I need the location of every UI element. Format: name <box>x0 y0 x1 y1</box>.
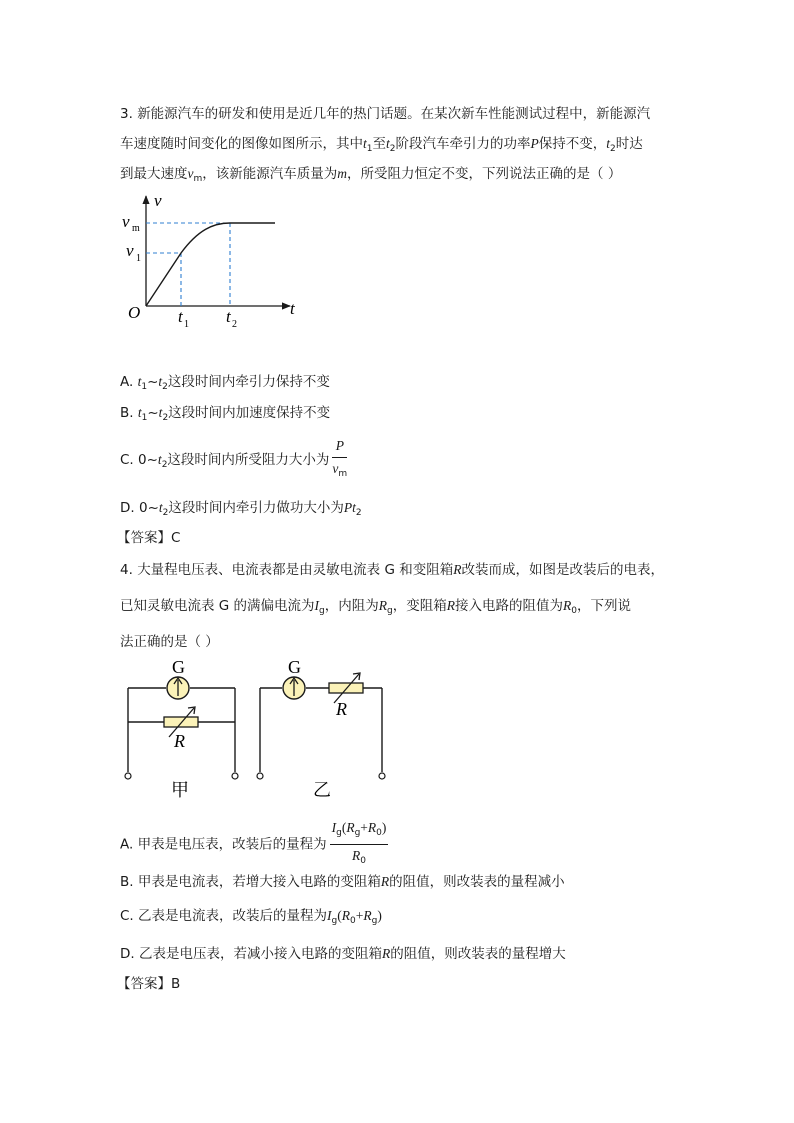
q3-option-b: B. $t_1\sim t_2$这段时间内加速度保持不变 <box>120 405 331 423</box>
fraction-p-over-vm: $\frac{P}{v_m}$ <box>332 438 348 479</box>
circuit-jia <box>125 658 238 801</box>
q3-number: 3. <box>120 106 133 122</box>
q3-vt-graph <box>118 190 308 340</box>
q4-number: 4. <box>120 562 133 578</box>
q4-stem-line3: 法正确的是（ ） <box>120 634 219 650</box>
fraction-range-jia: $\frac{I_g(R_g+R_0)}{R_0}$ <box>331 820 387 866</box>
svg-text:G: G <box>288 658 301 677</box>
q3-option-a: A. $t_1\sim t_2$这段时间内牵引力保持不变 <box>120 374 330 392</box>
rheostat-r-jia <box>164 717 198 727</box>
svg-text:t: t <box>290 299 295 318</box>
q3-stem-line2: 车速度随时间变化的图像如图所示，其中$t_1$至$t_2$阶段汽车牵引力的功率P保持不变，$t_2$时达 <box>120 136 643 154</box>
q3-option-c: C. $0\sim t_2$这段时间内所受阻力大小为 $\frac{P}{v_m}$ <box>120 436 347 484</box>
q3-answer: 【答案】C <box>117 530 181 546</box>
svg-text:m: m <box>132 223 140 234</box>
svg-text:v: v <box>154 191 162 210</box>
svg-text:R: R <box>336 699 347 719</box>
q3-stem-line1: 3. 新能源汽车的研发和使用是近几年的热门话题。在某次新车性能测试过程中，新能源汽 <box>120 106 651 122</box>
svg-text:乙: 乙 <box>313 780 331 801</box>
circuit-yi <box>257 658 385 801</box>
q4-stem-line2: 已知灵敏电流表 G 的满偏电流为$I_g$，内阻为$R_g$，变阻箱R接入电路的阻值为$R_0$，下列说 <box>120 598 631 616</box>
q4-option-b: B. 甲表是电流表，若增大接入电路的变阻箱R的阻值，则改装表的量程减小 <box>120 874 565 890</box>
svg-text:O: O <box>128 303 141 322</box>
q3-stem-line3: 到最大速度$v_m$，该新能源汽车质量为m，所受阻力恒定不变，下列说法正确的是（ ） <box>120 166 622 184</box>
svg-text:甲: 甲 <box>171 780 189 801</box>
svg-text:1: 1 <box>184 319 189 330</box>
q3-option-d: D. $0\sim t_2$这段时间内牵引力做功大小为$Pt_2$ <box>120 500 362 518</box>
rheostat-r-yi <box>329 683 363 693</box>
svg-text:t: t <box>226 307 231 326</box>
svg-text:G: G <box>172 658 185 677</box>
svg-text:t: t <box>178 307 183 326</box>
svg-text:2: 2 <box>232 319 237 330</box>
svg-text:1: 1 <box>136 253 141 264</box>
q4-option-c: C. 乙表是电流表，改装后的量程为$I_g(R_0+R_g)$ <box>120 908 382 926</box>
svg-text:v: v <box>126 241 134 260</box>
velocity-curve <box>146 223 275 306</box>
svg-text:R: R <box>174 731 185 751</box>
q4-option-d: D. 乙表是电压表，若减小接入电路的变阻箱R的阻值，则改装表的量程增大 <box>120 946 566 962</box>
q4-stem-line1: 4. 大量程电压表、电流表都是由灵敏电流表 G 和变阻箱R改装而成，如图是改装后的电表， <box>120 562 664 578</box>
q4-circuit-diagrams <box>118 658 418 803</box>
q4-answer: 【答案】B <box>117 976 181 992</box>
q4-option-a: A. 甲表是电压表，改装后的量程为 $\frac{I_g(R_g+R_0)}{R_0}$ <box>120 818 388 871</box>
svg-text:v: v <box>122 212 130 231</box>
